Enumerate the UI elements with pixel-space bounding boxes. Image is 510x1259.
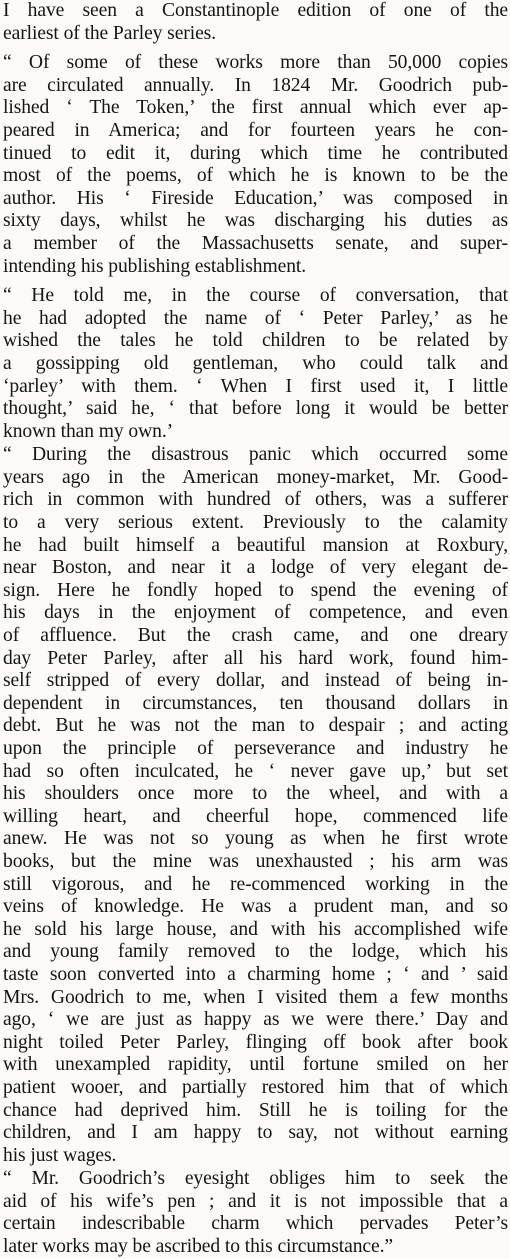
text-line: taste soon converted into a charming home ; ‘ and ’ said bbox=[3, 963, 508, 985]
text-line: wished the tales he told children to be related by bbox=[3, 330, 508, 352]
text-line: books, but the mine was unexhausted ; his arm was bbox=[3, 850, 508, 872]
text-line: anew. He was not so young as when he first wrote bbox=[3, 828, 508, 850]
paragraph bbox=[3, 444, 508, 1167]
text-line: children, and I am happy to say, not without earning bbox=[3, 1122, 508, 1144]
text-line: “ Of some of these works more than 50,000 copies bbox=[3, 52, 508, 74]
text-line: ‘parley’ with them. ‘ When I first used it, I little bbox=[3, 375, 508, 397]
text-line: are circulated annually. In 1824 Mr. Goodrich pub- bbox=[3, 74, 508, 96]
text-line: he sold his large house, and with his accomplished wife bbox=[3, 918, 508, 940]
paragraph bbox=[3, 52, 508, 278]
text-line: he had adopted the name of ‘ Peter Parley,’ as he bbox=[3, 307, 508, 329]
text-line: veins of knowledge. He was a prudent man, and so bbox=[3, 896, 508, 918]
text-line: most of the poems, of which he is known to be the bbox=[3, 165, 508, 187]
text-line: tinued to edit it, during which time he contributed bbox=[3, 142, 508, 164]
text-line: ago, ‘ we are just as happy as we were there.’ Day and bbox=[3, 1009, 508, 1031]
text-line: years ago in the American money-market, Mr. Good- bbox=[3, 466, 508, 488]
text-line: aid of his wife’s pen ; and it is not impossible that a bbox=[3, 1190, 508, 1212]
text-line: “ He told me, in the course of conversation, that bbox=[3, 285, 508, 307]
text-line: “ During the disastrous panic which occurred some bbox=[3, 444, 508, 466]
text-line: later works may be ascribed to this circumstance.” bbox=[3, 1236, 393, 1258]
text-line: author. His ‘ Fireside Education,’ was composed in bbox=[3, 187, 508, 209]
text-line: his days in the enjoyment of competence, and even bbox=[3, 602, 508, 624]
paragraph bbox=[3, 0, 508, 45]
text-line: sign. Here he fondly hoped to spend the evening of bbox=[3, 579, 508, 601]
text-line: thought,’ said he, ‘ that before long it would be better bbox=[3, 398, 508, 420]
text-line: lished ‘ The Token,’ the first annual which ever ap- bbox=[3, 97, 508, 119]
text-line: near Boston, and near it a lodge of very elegant de- bbox=[3, 557, 508, 579]
text-line: known than my own.’ bbox=[3, 420, 174, 442]
text-column bbox=[3, 0, 508, 1259]
text-line: patient wooer, and partially restored him that of which bbox=[3, 1076, 508, 1098]
paragraph bbox=[3, 1168, 508, 1258]
text-line: dependent in circumstances, ten thousand dollars in bbox=[3, 692, 508, 714]
text-line: peared in America; and for fourteen years he con- bbox=[3, 119, 508, 141]
text-line: a member of the Massachusetts senate, and super- bbox=[3, 232, 508, 254]
text-line: sixty days, whilst he was discharging his duties as bbox=[3, 210, 508, 232]
text-line: still vigorous, and he re-commenced working in the bbox=[3, 873, 508, 895]
text-line: chance had deprived him. Still he is toiling for the bbox=[3, 1099, 508, 1121]
text-line: a gossipping old gentleman, who could talk and bbox=[3, 352, 508, 374]
text-line: rich in common with hundred of others, was a sufferer bbox=[3, 489, 508, 511]
text-line: upon the principle of perseverance and industry he bbox=[3, 738, 508, 759]
text-line: self stripped of every dollar, and instead of being in- bbox=[3, 670, 508, 692]
paragraph bbox=[3, 285, 508, 443]
text-line: had so often inculcated, he ‘ never gave up,’ but set bbox=[3, 760, 508, 782]
text-line: and young family removed to the lodge, which his bbox=[3, 941, 508, 963]
text-line: his shoulders once more to the wheel, and with a bbox=[3, 783, 508, 805]
text-line: debt. But he was not the man to despair ; and acting bbox=[3, 715, 508, 737]
text-line: “ Mr. Goodrich’s eyesight obliges him to seek the bbox=[3, 1168, 508, 1190]
text-line: I have seen a Constantinople edition of one of the bbox=[3, 0, 508, 21]
text-line: intending his publishing establishment. bbox=[3, 255, 307, 277]
text-line: to a very serious extent. Previously to the calamity bbox=[3, 512, 508, 534]
text-line: his just wages. bbox=[3, 1144, 117, 1166]
text-line: with unexampled rapidity, until fortune smiled on her bbox=[3, 1054, 508, 1076]
text-line: of affluence. But the crash came, and one dreary bbox=[3, 625, 508, 647]
text-line: certain indescribable charm which pervades Peter’s bbox=[3, 1213, 508, 1235]
text-line: willing heart, and cheerful hope, commenced life bbox=[3, 805, 508, 827]
text-line: day Peter Parley, after all his hard work, found him- bbox=[3, 647, 508, 669]
text-line: Mrs. Goodrich to me, when I visited them a few months bbox=[3, 986, 508, 1008]
text-line: earliest of the Parley series. bbox=[3, 22, 216, 44]
text-line: he had built himself a beautiful mansion at Roxbury, bbox=[3, 534, 508, 556]
text-line: night toiled Peter Parley, flinging off book after book bbox=[3, 1031, 508, 1053]
